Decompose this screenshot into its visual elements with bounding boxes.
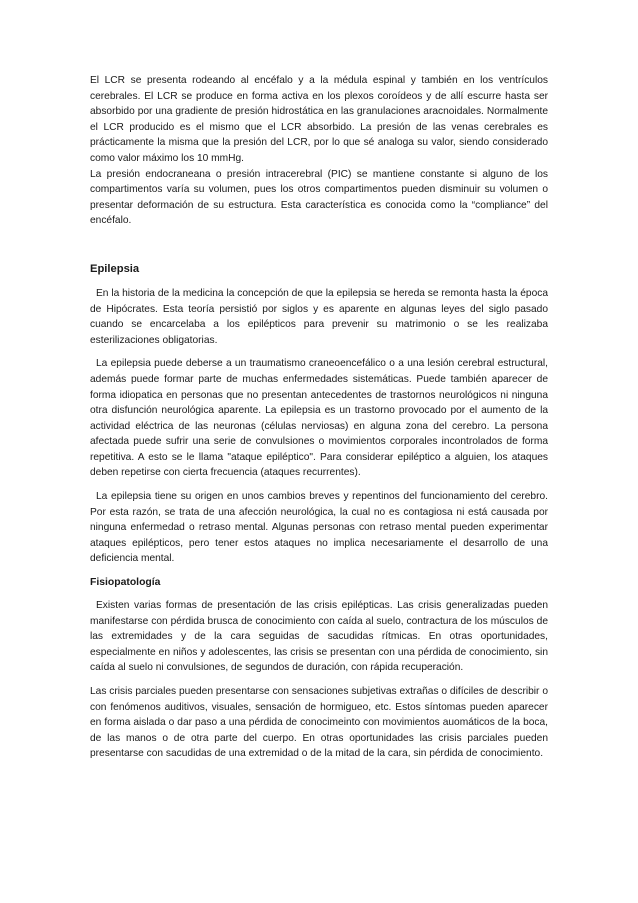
paragraph-epilepsia-1: En la historia de la medicina la concepción de que la epilepsia se hereda se remonta hasta la época de Hipócrates. Esta teoría persistió por siglos y es aparente en algunas leyes del siglo pasado cuando se encarcelaba a los epilépticos para prevenir su matrimonio o se les realizaba esterilizaciones obligatorias.	[90, 287, 548, 346]
paragraph-pic: La presión endocraneana o presión intracerebral (PIC) se mantiene constante si alguno de los compartimentos varía su volumen, pues los otros compartimentos pueden disminuir su volumen o presentar deformación de su estructura. Esta característica es conocida como la “compliance” del encéfalo.	[90, 168, 548, 227]
heading-epilepsia: Epilepsia	[90, 262, 140, 275]
paragraph-lcr: El LCR se presenta rodeando al encéfalo y a la médula espinal y también en los ventrículos cerebrales. El LCR se produce en forma activa en los plexos coroídeos y de allí escurre hasta ser absorbido por una gradiente de presión hidrostática en las granulaciones aracnoidales. Normalmente el LCR producido es el mismo que el LCR absorbido. La presión de las venas cerebrales es prácticamente la misma que la presión del LCR, por lo que sé analoga su valor, siendo considerado como valor máximo los 10 mmHg.	[90, 75, 548, 164]
paragraph-fisiopatologia-1: Existen varias formas de presentación de las crisis epilépticas. Las crisis generalizadas pueden manifestarse con pérdida brusca de conocimiento con caída al suelo, contractura de los músculos de las extremidades y de la cara seguidas de sacudidas rítmicas. En otras oportunidades, especialmente en niños y adolescentes, las crisis se presentan con una pérdida de conocimiento, sin caída al suelo ni convulsiones, de segundos de duración, con rápida recuperación.	[90, 600, 548, 674]
heading-fisiopatologia: Fisiopatología	[90, 577, 161, 589]
paragraph-epilepsia-2: La epilepsia puede deberse a un traumatismo craneoencefálico o a una lesión cerebral estructural, además puede formar parte de muchas enfermedades sistemáticas. Puede también aparecer de forma idiopatica en personas que no presentan antecedentes de trastornos neurológicos ni ninguna otra disfunción neurológica aparente. La epilepsia es un trastorno provocado por el aumento de la actividad eléctrica de las neuronas (células nerviosas) en alguna zona del cerebro. La persona afectada puede sufrir una serie de convulsiones o movimientos corporales incontrolados de forma repetitiva. A esto se le llama "ataque epiléptico". Para considerar epiléptico a alguien, los ataques deben repetirse con cierta frecuencia (ataques recurrentes).	[90, 358, 548, 479]
paragraph-fisiopatologia-2: Las crisis parciales pueden presentarse con sensaciones subjetivas extrañas o difíciles de describir o con fenómenos auditivos, visuales, sensación de hormigueo, etc. Estos síntomas pueden aparecer en forma aislada o dar paso a una pérdida de conocimeinto con movimientos auomáticos de la boca, de las manos o de otra parte del cuerpo. En otras oportunidades las crisis parciales pueden presentarse con sacudidas de una extremidad o de la mitad de la cara, sin pérdida de conocimiento.	[90, 686, 548, 760]
paragraph-epilepsia-3: La epilepsia tiene su origen en unos cambios breves y repentinos del funcionamiento del cerebro. Por esta razón, se trata de una afección neurológica, la cual no es contagiosa ni está causada por ninguna enfermedad o retraso mental. Algunas personas con retraso mental pueden experimentar ataques epilépticos, pero tener estos ataques no implica necesariamente el desarrollo de una deficiencia mental.	[90, 491, 548, 565]
